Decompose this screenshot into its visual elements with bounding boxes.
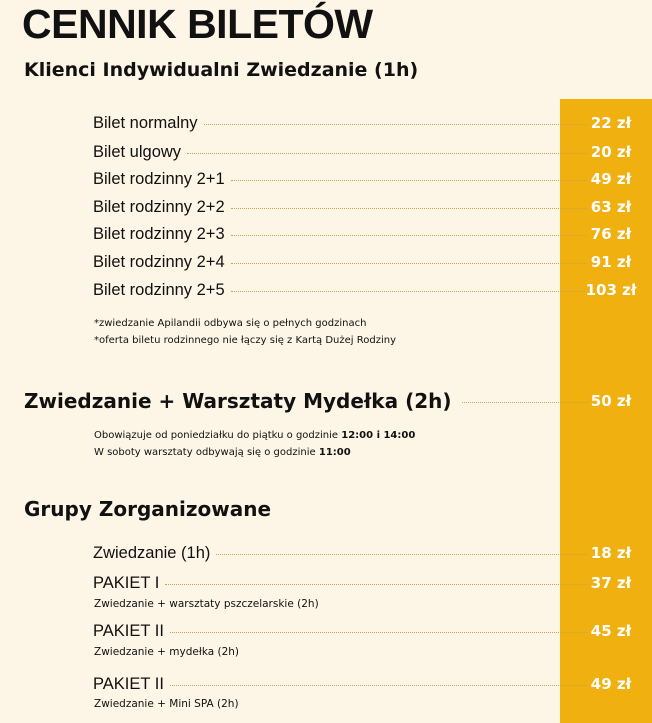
package-description: Zwiedzanie + mydełka (2h) bbox=[94, 646, 240, 658]
dotted-leader bbox=[462, 402, 588, 403]
page-title: CENNIK BILETÓW bbox=[22, 1, 373, 47]
dotted-leader bbox=[231, 291, 587, 292]
dotted-leader bbox=[231, 235, 587, 236]
package-label: PAKIET I bbox=[93, 573, 160, 592]
dotted-leader bbox=[231, 208, 587, 209]
dotted-leader bbox=[170, 632, 587, 633]
price-value: 49 zł bbox=[590, 170, 632, 188]
price-value: 103 zł bbox=[585, 281, 637, 299]
price-row-label: Bilet rodzinny 2+1 bbox=[93, 169, 225, 188]
dotted-leader bbox=[231, 263, 587, 264]
package-description: Zwiedzanie + warsztaty pszczelarskie (2h) bbox=[94, 598, 319, 610]
price-row bbox=[93, 111, 632, 135]
group-price-value: 18 zł bbox=[590, 544, 632, 562]
dotted-leader bbox=[231, 180, 587, 181]
price-row-label: Bilet rodzinny 2+2 bbox=[93, 197, 225, 216]
price-row-label: Bilet normalny bbox=[93, 113, 198, 132]
dotted-leader bbox=[170, 685, 587, 686]
group-row-label: Zwiedzanie (1h) bbox=[93, 543, 211, 562]
price-row-label: Bilet rodzinny 2+5 bbox=[93, 280, 225, 299]
workshop-price: 50 zł bbox=[590, 392, 632, 410]
price-row bbox=[93, 167, 632, 191]
workshop-row bbox=[24, 387, 632, 415]
package-label: PAKIET II bbox=[93, 621, 164, 640]
price-row-label: Bilet rodzinny 2+4 bbox=[93, 252, 225, 271]
package-label: PAKIET II bbox=[93, 674, 164, 693]
price-value: 63 zł bbox=[590, 198, 632, 216]
individual-heading: Klienci Indywidualni Zwiedzanie (1h) bbox=[24, 59, 419, 81]
footnote: *zwiedzanie Apilandii odbywa się o pełnych godzinach bbox=[94, 318, 367, 329]
price-value: 91 zł bbox=[590, 253, 632, 271]
footnote: *oferta biletu rodzinnego nie łączy się z Kartą Dużej Rodziny bbox=[94, 335, 396, 346]
workshop-label: Zwiedzanie + Warsztaty Mydełka (2h) bbox=[24, 389, 452, 413]
group-price-value: 37 zł bbox=[590, 574, 632, 592]
group-price-row bbox=[93, 672, 632, 696]
workshop-note-weekdays: Obowiązuje od poniedziałku do piątku o godzinie 12:00 i 14:00 bbox=[94, 430, 416, 441]
price-value: 22 zł bbox=[590, 114, 632, 132]
price-row-label: Bilet ulgowy bbox=[93, 142, 182, 161]
price-row bbox=[93, 278, 637, 302]
price-row bbox=[93, 250, 632, 274]
price-row bbox=[93, 222, 632, 246]
group-price-row bbox=[93, 541, 632, 565]
group-price-value: 45 zł bbox=[590, 622, 632, 640]
group-price-value: 49 zł bbox=[590, 675, 632, 693]
price-row bbox=[93, 195, 632, 219]
dotted-leader bbox=[204, 124, 587, 125]
dotted-leader bbox=[165, 584, 587, 585]
dotted-leader bbox=[187, 153, 587, 154]
price-row-label: Bilet rodzinny 2+3 bbox=[93, 224, 225, 243]
price-row bbox=[93, 140, 632, 164]
price-value: 76 zł bbox=[590, 225, 632, 243]
dotted-leader bbox=[216, 554, 587, 555]
package-description: Zwiedzanie + Mini SPA (2h) bbox=[94, 698, 239, 710]
price-value: 20 zł bbox=[590, 143, 632, 161]
groups-heading: Grupy Zorganizowane bbox=[24, 497, 272, 521]
workshop-note-saturday: W soboty warsztaty odbywają się o godzinie 11:00 bbox=[94, 447, 351, 458]
group-price-row bbox=[93, 571, 632, 595]
group-price-row bbox=[93, 619, 632, 643]
